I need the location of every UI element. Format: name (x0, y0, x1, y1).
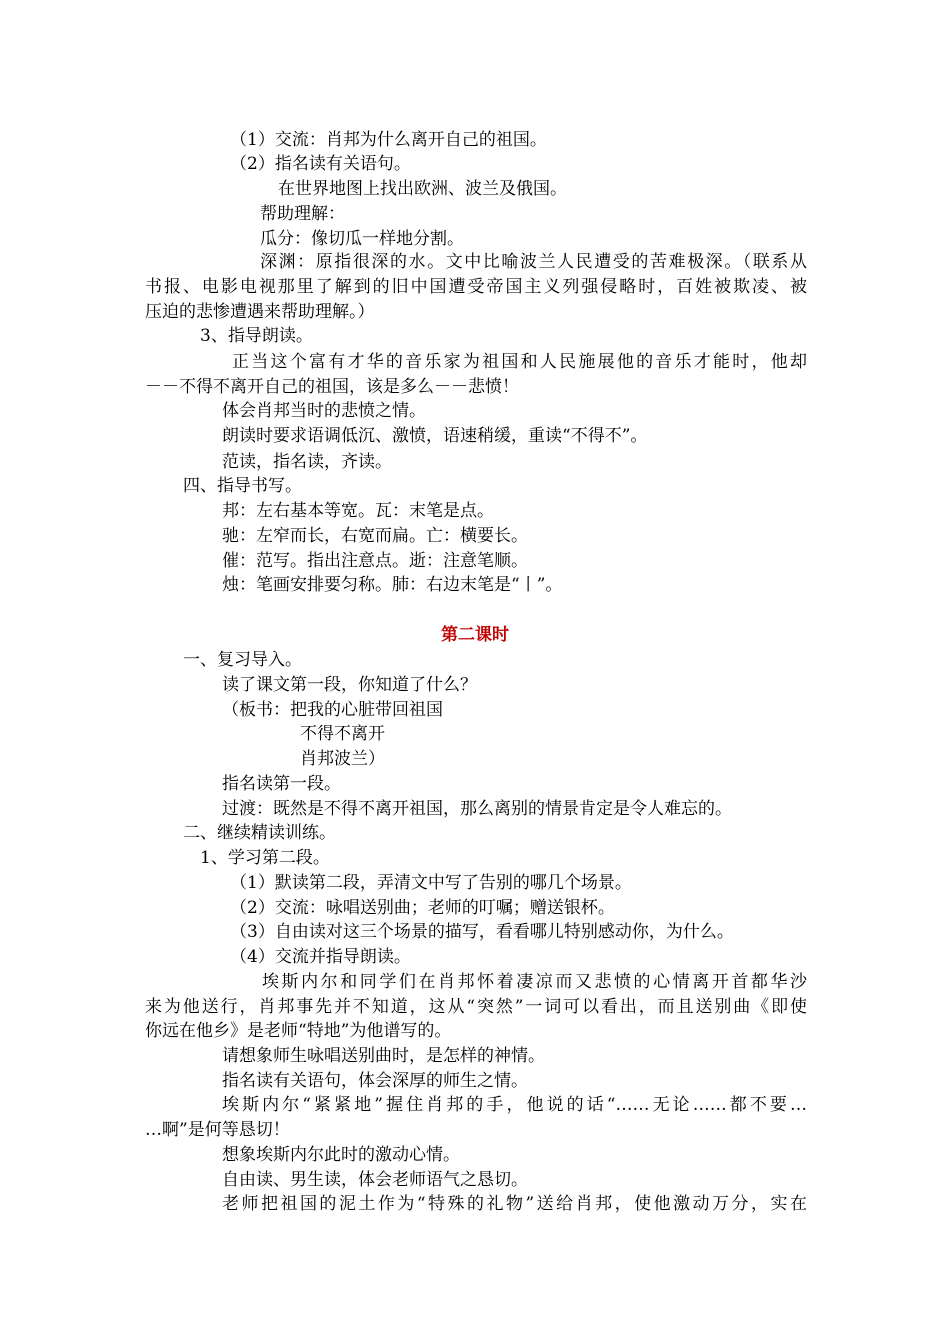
text-line: 驰：左窄而长，右宽而扁。亡：横要长。 (222, 526, 528, 546)
text-line: 想象埃斯内尔此时的激动心情。 (222, 1145, 460, 1165)
text-line: 正当这个富有才华的音乐家为祖国和人民施展他的音乐才能时，他却 (232, 352, 807, 372)
text-line: 埃斯内尔和同学们在肖邦怀着凄凉而又悲愤的心情离开首都华沙 (262, 972, 807, 992)
text-line: （3）自由读对这三个场景的描写，看看哪儿特别感动你，为什么。 (230, 922, 734, 942)
text-line: （4）交流并指导朗读。 (230, 947, 411, 967)
text-line: 来为他送行，肖邦事先并不知道，这从“突然”一词可以看出，而且送别曲《即使 (145, 997, 807, 1017)
text-line: 你远在他乡》是老师“特地”为他谱写的。 (145, 1021, 452, 1041)
text-line: 书报、电影电视那里了解到的旧中国遭受帝国主义列强侵略时，百姓被欺凌、被 (145, 277, 807, 297)
text-line: （1）交流：肖邦为什么离开自己的祖国。 (230, 130, 547, 150)
text-line: 埃斯内尔“紧紧地”握住肖邦的手，他说的话“……无论……都不要… (222, 1095, 807, 1115)
text-line: （1）默读第二段，弄清文中写了告别的哪几个场景。 (230, 873, 632, 893)
text-line: 邦：左右基本等宽。瓦：末笔是点。 (222, 501, 494, 521)
text-line: 深渊：原指很深的水。文中比喻波兰人民遭受的苦难极深。（联系从 (260, 252, 807, 272)
text-line: 老师把祖国的泥土作为“特殊的礼物”送给肖邦，使他激动万分，实在 (222, 1194, 807, 1214)
text-line: 请想象师生咏唱送别曲时，是怎样的神情。 (222, 1046, 545, 1066)
text-line: …啊”是何等恳切！ (145, 1120, 290, 1140)
text-line: 朗读时要求语调低沉、激愤，语速稍缓，重读“不得不”。 (222, 426, 648, 446)
text-line: 在世界地图上找出欧洲、波兰及俄国。 (278, 179, 567, 199)
text-line: （2）指名读有关语句。 (230, 154, 411, 174)
text-line: 读了课文第一段，你知道了什么？ (222, 675, 477, 695)
text-line: 肖邦波兰） (300, 749, 385, 769)
text-line: 瓜分：像切瓜一样地分割。 (260, 229, 464, 249)
text-line: 二、继续精读训练。 (183, 823, 336, 843)
text-line: 压迫的悲惨遭遇来帮助理解。） (145, 302, 375, 322)
text-line: 催：范写。指出注意点。逝：注意笔顺。 (222, 551, 528, 571)
text-line: 过渡：既然是不得不离开祖国，那么离别的情景肯定是令人难忘的。 (222, 799, 732, 819)
text-line: 帮助理解： (260, 204, 345, 224)
text-line: 范读，指名读，齐读。 (222, 452, 392, 472)
text-line: 体会肖邦当时的悲愤之情。 (222, 401, 426, 421)
text-line: －－不得不离开自己的祖国，该是多么－－悲愤！ (145, 377, 519, 397)
text-line: 指名读有关语句，体会深厚的师生之情。 (222, 1071, 528, 1091)
text-line: （板书：把我的心脏带回祖国 (222, 700, 443, 720)
text-line: 1、学习第二段。 (200, 848, 330, 868)
text-line: 四、指导书写。 (183, 476, 302, 496)
text-line: 一、复习导入。 (183, 650, 302, 670)
text-line: 3、指导朗读。 (200, 326, 313, 346)
text-line: 自由读、男生读，体会老师语气之恳切。 (222, 1170, 528, 1190)
text-line: 烛：笔画安排要匀称。肺：右边末笔是“丨”。 (222, 575, 563, 595)
text-line: （2）交流：咏唱送别曲；老师的叮嘱；赠送银杯。 (230, 898, 615, 918)
text-line: 不得不离开 (300, 724, 385, 744)
section-title: 第二课时 (441, 625, 509, 645)
text-line: 指名读第一段。 (222, 774, 341, 794)
